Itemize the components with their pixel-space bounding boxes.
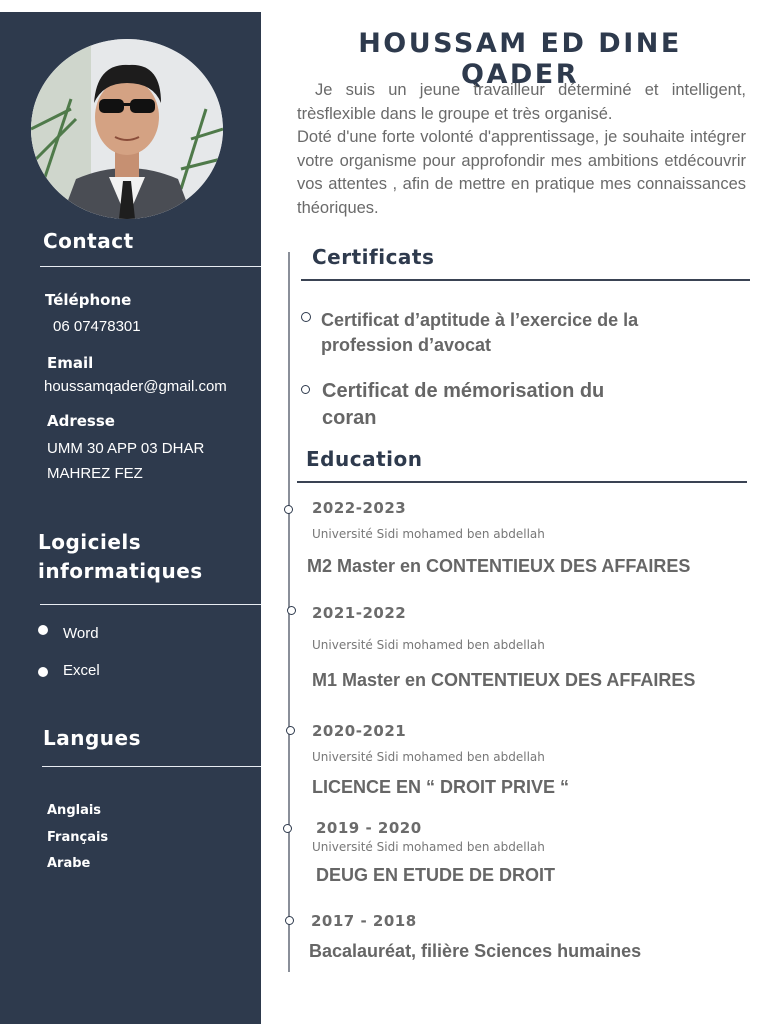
education-school: Université Sidi mohamed ben abdellah [312, 527, 545, 541]
address-line-1: UMM 30 APP 03 DHAR [47, 440, 205, 457]
education-years: 2019 - 2020 [316, 819, 422, 837]
profile-photo [31, 39, 223, 219]
education-school: Université Sidi mohamed ben abdellah [312, 750, 545, 764]
profile-photo-illustration [31, 39, 223, 219]
certificates-heading: Certificats [312, 245, 435, 269]
certificate-line: Certificat d’aptitude à l’exercice de la [321, 310, 639, 330]
timeline-node-icon [286, 726, 295, 735]
software-heading-line-1: Logiciels [38, 530, 142, 554]
certificate-line: coran [322, 407, 377, 429]
certificate-line: profession d’avocat [321, 335, 492, 355]
education-school: Université Sidi mohamed ben abdellah [312, 840, 545, 854]
language-item: Anglais [47, 803, 102, 818]
full-name: HOUSSAM ED DINE QADER [358, 28, 682, 90]
software-divider [40, 604, 261, 605]
education-years: 2020-2021 [312, 722, 407, 740]
profile-summary [297, 79, 746, 220]
timeline-node-icon [301, 312, 311, 322]
education-degree: DEUG EN ETUDE DE DROIT [316, 865, 556, 885]
contact-divider [40, 266, 261, 267]
education-years: 2022-2023 [312, 499, 407, 517]
education-degree: Bacalauréat, filière Sciences humaines [309, 941, 642, 961]
phone-label: Téléphone [45, 291, 132, 309]
software-heading [38, 528, 203, 586]
summary-paragraph: Doté d'une forte volonté d'apprentissage, je souhaite intégrer votre organisme pour approfondir mes ambitions etdécouvrir vos attentes , afin de mettre en pratique mes connaissances théoriques. [297, 128, 746, 217]
language-item: Français [47, 830, 109, 845]
timeline-node-icon [283, 824, 292, 833]
timeline-node-icon [285, 916, 294, 925]
bullet-icon [38, 667, 48, 677]
languages-heading: Langues [43, 726, 142, 750]
software-heading-line-2: informatiques [38, 559, 203, 583]
language-item: Arabe [47, 856, 91, 871]
education-degree: M2 Master en CONTENTIEUX DES AFFAIRES [307, 556, 691, 576]
software-item: Word [63, 625, 99, 642]
education-degree: M1 Master en CONTENTIEUX DES AFFAIRES [312, 670, 696, 690]
certificate-line: Certificat de mémorisation du [322, 380, 605, 402]
timeline-node-icon [284, 505, 293, 514]
education-heading: Education [306, 447, 423, 471]
timeline-node-icon [287, 606, 296, 615]
bullet-icon [38, 625, 48, 635]
email-label: Email [47, 354, 94, 372]
timeline-node-icon [301, 385, 310, 394]
summary-paragraph: Je suis un jeune travailleur déterminé et intelligent, trèsflexible dans le groupe et très organisé. [297, 81, 746, 123]
education-degree: LICENCE EN “ DROIT PRIVE “ [312, 777, 570, 797]
education-divider [297, 481, 747, 483]
education-years: 2021-2022 [312, 604, 407, 622]
address-label: Adresse [47, 412, 115, 430]
certificate-item [322, 378, 604, 432]
contact-heading: Contact [43, 229, 134, 253]
certificates-divider [301, 279, 750, 281]
education-school: Université Sidi mohamed ben abdellah [312, 638, 545, 652]
certificate-item [321, 308, 638, 358]
software-item: Excel [63, 662, 100, 679]
phone-value: 06 07478301 [53, 318, 141, 335]
languages-divider [42, 766, 261, 767]
address-line-2: MAHREZ FEZ [47, 465, 143, 482]
email-value: houssamqader@gmail.com [44, 378, 227, 395]
education-years: 2017 - 2018 [311, 912, 417, 930]
